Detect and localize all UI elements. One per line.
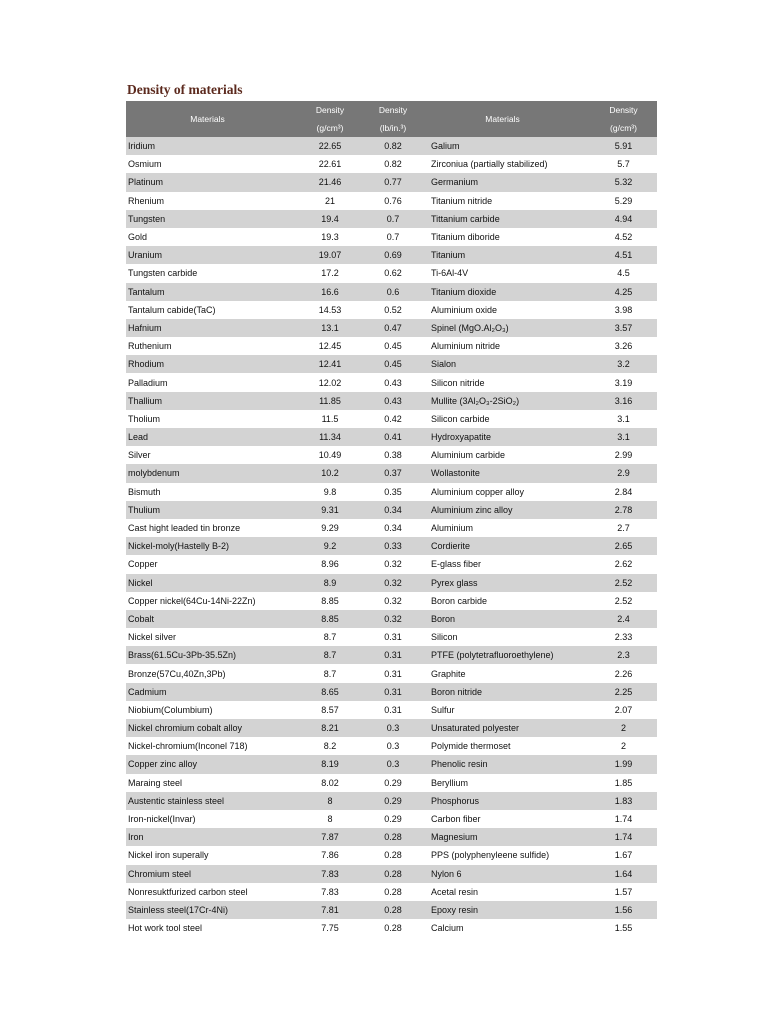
density-gcm3-right: 2 [590,737,657,755]
material-name-right: PPS (polyphenyleene sulfide) [415,846,590,864]
material-name: Cobalt [126,610,289,628]
density-gcm3-right: 2.7 [590,519,657,537]
material-name-right: Titanium nitride [415,192,590,210]
density-lbin3: 0.76 [371,192,415,210]
density-lbin3: 0.41 [371,428,415,446]
table-row [126,264,657,282]
header-materials-right: Materials [415,101,590,137]
density-gcm3-right: 1.56 [590,901,657,919]
density-gcm3-right: 2.9 [590,464,657,482]
density-gcm3: 7.86 [289,846,371,864]
material-name-right: Titanium diboride [415,228,590,246]
table-row [126,355,657,373]
table-row [126,592,657,610]
table-row [126,774,657,792]
density-gcm3-right: 4.52 [590,228,657,246]
table-row [126,337,657,355]
material-name: molybdenum [126,464,289,482]
density-gcm3: 13.1 [289,319,371,337]
material-name-right: Aluminium nitride [415,337,590,355]
density-gcm3: 7.87 [289,828,371,846]
density-gcm3: 11.5 [289,410,371,428]
density-gcm3-right: 2.84 [590,483,657,501]
header-density-lb: Density [371,101,415,119]
density-lbin3: 0.7 [371,228,415,246]
density-gcm3: 8.85 [289,610,371,628]
density-lbin3: 0.31 [371,701,415,719]
table-row [126,464,657,482]
material-name-right: Acetal resin [415,883,590,901]
density-lbin3: 0.62 [371,264,415,282]
material-name: Ruthenium [126,337,289,355]
material-name: Copper [126,555,289,573]
density-gcm3: 7.83 [289,865,371,883]
density-gcm3: 10.49 [289,446,371,464]
density-lbin3: 0.28 [371,828,415,846]
material-name-right: Aluminium carbide [415,446,590,464]
density-lbin3: 0.32 [371,592,415,610]
material-name: Nickel chromium cobalt alloy [126,719,289,737]
material-name: Hot work tool steel [126,919,289,937]
material-name-right: Tittanium carbide [415,210,590,228]
density-gcm3-right: 1.85 [590,774,657,792]
density-gcm3-right: 2.4 [590,610,657,628]
material-name: Bismuth [126,483,289,501]
table-row [126,810,657,828]
density-gcm3-right: 1.83 [590,792,657,810]
density-gcm3-right: 2.99 [590,446,657,464]
material-name-right: Calcium [415,919,590,937]
material-name-right: E-glass fiber [415,555,590,573]
table-row [126,483,657,501]
density-lbin3: 0.47 [371,319,415,337]
density-gcm3: 12.41 [289,355,371,373]
table-row [126,555,657,573]
density-lbin3: 0.28 [371,865,415,883]
material-name-right: Silicon nitride [415,373,590,391]
density-lbin3: 0.35 [371,483,415,501]
material-name-right: PTFE (polytetrafluoroethylene) [415,646,590,664]
density-gcm3-right: 2.52 [590,574,657,592]
density-lbin3: 0.31 [371,683,415,701]
material-name: Iron-nickel(Invar) [126,810,289,828]
material-name: Gold [126,228,289,246]
material-name: Lead [126,428,289,446]
material-name: Platinum [126,173,289,191]
material-name: Palladium [126,373,289,391]
density-lbin3: 0.52 [371,301,415,319]
density-gcm3: 11.34 [289,428,371,446]
density-gcm3: 11.85 [289,392,371,410]
density-gcm3: 8.85 [289,592,371,610]
material-name: Osmium [126,155,289,173]
material-name: Tantalum cabide(TaC) [126,301,289,319]
density-gcm3-right: 1.74 [590,828,657,846]
density-gcm3-right: 3.1 [590,410,657,428]
density-lbin3: 0.45 [371,337,415,355]
material-name: Rhodium [126,355,289,373]
table-row [126,683,657,701]
density-gcm3-right: 2.07 [590,701,657,719]
material-name: Rhenium [126,192,289,210]
density-gcm3: 9.29 [289,519,371,537]
material-name-right: Boron nitride [415,683,590,701]
page-title: Density of materials [127,82,243,97]
material-name: Silver [126,446,289,464]
table-row [126,883,657,901]
table-row [126,446,657,464]
table-row [126,283,657,301]
material-name: Nickel iron superally [126,846,289,864]
density-lbin3: 0.34 [371,501,415,519]
material-name: Niobium(Columbium) [126,701,289,719]
density-lbin3: 0.32 [371,555,415,573]
table-row [126,865,657,883]
density-gcm3: 8.02 [289,774,371,792]
table-row [126,410,657,428]
material-name: Chromium steel [126,865,289,883]
material-name-right: Aluminium copper alloy [415,483,590,501]
material-name: Thallium [126,392,289,410]
table-row [126,628,657,646]
material-name: Thulium [126,501,289,519]
table-row [126,392,657,410]
table-row [126,574,657,592]
density-gcm3: 8.2 [289,737,371,755]
density-gcm3-right: 4.94 [590,210,657,228]
density-gcm3: 8.9 [289,574,371,592]
density-gcm3: 16.6 [289,283,371,301]
density-gcm3-right: 1.64 [590,865,657,883]
density-gcm3-right: 2.78 [590,501,657,519]
density-lbin3: 0.42 [371,410,415,428]
material-name-right: Epoxy resin [415,901,590,919]
density-lbin3: 0.77 [371,173,415,191]
table-row [126,537,657,555]
density-gcm3-right: 5.7 [590,155,657,173]
density-gcm3-right: 1.74 [590,810,657,828]
density-gcm3-right: 3.19 [590,373,657,391]
table-row [126,246,657,264]
header-materials-left: Materials [126,101,289,137]
density-gcm3-right: 3.26 [590,337,657,355]
density-gcm3: 12.45 [289,337,371,355]
material-name-right: Galium [415,137,590,155]
material-name: Hafnium [126,319,289,337]
material-name-right: Ti-6Al-4V [415,264,590,282]
density-lbin3: 0.43 [371,392,415,410]
density-lbin3: 0.3 [371,719,415,737]
density-lbin3: 0.32 [371,610,415,628]
density-gcm3: 10.2 [289,464,371,482]
material-name-right: Mullite (3Al₂O₃-2SiO₂) [415,392,590,410]
material-name-right: Unsaturated polyester [415,719,590,737]
density-gcm3: 19.4 [289,210,371,228]
density-gcm3-right: 3.57 [590,319,657,337]
material-name-right: Aluminium [415,519,590,537]
density-lbin3: 0.69 [371,246,415,264]
material-name-right: Aluminium oxide [415,301,590,319]
density-gcm3-right: 2.25 [590,683,657,701]
density-gcm3-right: 4.25 [590,283,657,301]
density-gcm3-right: 3.2 [590,355,657,373]
density-lbin3: 0.82 [371,155,415,173]
density-lbin3: 0.28 [371,846,415,864]
table-row [126,519,657,537]
table-row [126,228,657,246]
material-name-right: Nylon 6 [415,865,590,883]
material-name-right: Phenolic resin [415,755,590,773]
density-lbin3: 0.3 [371,737,415,755]
density-lbin3: 0.6 [371,283,415,301]
table-row [126,501,657,519]
table-row [126,901,657,919]
density-lbin3: 0.31 [371,646,415,664]
density-lbin3: 0.37 [371,464,415,482]
density-gcm3: 8.7 [289,628,371,646]
density-gcm3: 8.65 [289,683,371,701]
density-gcm3: 19.07 [289,246,371,264]
header-unit-gcm3: (g/cm³) [289,119,371,137]
density-lbin3: 0.31 [371,664,415,682]
density-gcm3-right: 1.67 [590,846,657,864]
table-row [126,210,657,228]
density-gcm3-right: 5.91 [590,137,657,155]
density-gcm3: 8.57 [289,701,371,719]
material-name: Austentic stainless steel [126,792,289,810]
material-name-right: Cordierite [415,537,590,555]
table-header [126,101,657,137]
density-gcm3-right: 4.5 [590,264,657,282]
density-gcm3-right: 2.62 [590,555,657,573]
density-gcm3-right: 5.32 [590,173,657,191]
table-row [126,828,657,846]
density-lbin3: 0.33 [371,537,415,555]
table-row [126,646,657,664]
density-gcm3: 9.31 [289,501,371,519]
table-row [126,737,657,755]
material-name: Cadmium [126,683,289,701]
density-gcm3: 19.3 [289,228,371,246]
table-row [126,373,657,391]
material-name: Maraing steel [126,774,289,792]
material-name: Bronze(57Cu,40Zn,3Pb) [126,664,289,682]
material-name: Tantalum [126,283,289,301]
density-gcm3: 8.7 [289,664,371,682]
material-name-right: Zirconiua (partially stabilized) [415,155,590,173]
material-name: Tungsten [126,210,289,228]
density-gcm3: 22.65 [289,137,371,155]
table-row [126,919,657,937]
density-gcm3-right: 3.1 [590,428,657,446]
density-lbin3: 0.31 [371,628,415,646]
density-gcm3: 17.2 [289,264,371,282]
material-name: Tholium [126,410,289,428]
material-name: Uranium [126,246,289,264]
density-gcm3-right: 2.52 [590,592,657,610]
table-row [126,428,657,446]
density-gcm3-right: 2.3 [590,646,657,664]
material-name: Brass(61.5Cu-3Pb-35.5Zn) [126,646,289,664]
material-name-right: Sialon [415,355,590,373]
table-body [126,137,657,937]
density-gcm3-right: 2.33 [590,628,657,646]
header-density-g: Density [289,101,371,119]
density-lbin3: 0.28 [371,901,415,919]
material-name-right: Wollastonite [415,464,590,482]
material-name-right: Aluminium zinc alloy [415,501,590,519]
density-gcm3-right: 1.55 [590,919,657,937]
header-unit-lbin3: (lb/in.³) [371,119,415,137]
header-density-g-right: Density [590,101,657,119]
density-gcm3-right: 5.29 [590,192,657,210]
density-lbin3: 0.3 [371,755,415,773]
density-gcm3: 8.96 [289,555,371,573]
density-lbin3: 0.45 [371,355,415,373]
table-row [126,846,657,864]
material-name: Nickel silver [126,628,289,646]
density-gcm3-right: 3.98 [590,301,657,319]
density-gcm3-right: 1.99 [590,755,657,773]
table-row [126,192,657,210]
density-gcm3: 8 [289,810,371,828]
material-name-right: Polymide thermoset [415,737,590,755]
density-gcm3: 9.8 [289,483,371,501]
density-gcm3: 21 [289,192,371,210]
material-name: Nickel-chromium(Inconel 718) [126,737,289,755]
density-gcm3-right: 3.16 [590,392,657,410]
density-lbin3: 0.29 [371,810,415,828]
density-lbin3: 0.38 [371,446,415,464]
density-gcm3: 7.75 [289,919,371,937]
density-gcm3-right: 4.51 [590,246,657,264]
table-row [126,319,657,337]
material-name-right: Boron [415,610,590,628]
density-lbin3: 0.34 [371,519,415,537]
density-lbin3: 0.43 [371,373,415,391]
density-gcm3: 22.61 [289,155,371,173]
density-gcm3: 21.46 [289,173,371,191]
material-name: Nickel [126,574,289,592]
material-name-right: Carbon fiber [415,810,590,828]
density-gcm3: 8.7 [289,646,371,664]
table-row [126,610,657,628]
density-lbin3: 0.32 [371,574,415,592]
density-lbin3: 0.28 [371,883,415,901]
density-gcm3: 9.2 [289,537,371,555]
material-name: Iron [126,828,289,846]
material-name-right: Sulfur [415,701,590,719]
material-name: Nonresuktfurized carbon steel [126,883,289,901]
material-name-right: Magnesium [415,828,590,846]
header-unit-gcm3-right: (g/cm³) [590,119,657,137]
density-gcm3-right: 1.57 [590,883,657,901]
material-name-right: Titanium [415,246,590,264]
density-table [126,101,657,937]
material-name-right: Spinel (MgO.Al₂O₃) [415,319,590,337]
density-gcm3: 7.83 [289,883,371,901]
density-gcm3: 12.02 [289,373,371,391]
table-row [126,137,657,155]
density-lbin3: 0.29 [371,792,415,810]
density-lbin3: 0.82 [371,137,415,155]
density-gcm3-right: 2.65 [590,537,657,555]
table-row [126,301,657,319]
material-name-right: Graphite [415,664,590,682]
material-name-right: Germanium [415,173,590,191]
density-gcm3: 8.19 [289,755,371,773]
material-name: Nickel-moly(Hastelly B-2) [126,537,289,555]
density-gcm3: 7.81 [289,901,371,919]
density-lbin3: 0.28 [371,919,415,937]
table-row [126,792,657,810]
material-name-right: Titanium dioxide [415,283,590,301]
table-row [126,664,657,682]
table-row [126,155,657,173]
material-name-right: Silicon carbide [415,410,590,428]
material-name: Tungsten carbide [126,264,289,282]
table-row [126,173,657,191]
density-gcm3: 8 [289,792,371,810]
table-row [126,755,657,773]
density-gcm3: 14.53 [289,301,371,319]
density-gcm3-right: 2 [590,719,657,737]
material-name-right: Hydroxyapatite [415,428,590,446]
density-gcm3: 8.21 [289,719,371,737]
density-gcm3-right: 2.26 [590,664,657,682]
density-lbin3: 0.29 [371,774,415,792]
table-row [126,719,657,737]
density-lbin3: 0.7 [371,210,415,228]
material-name-right: Pyrex glass [415,574,590,592]
table-row [126,701,657,719]
material-name-right: Boron carbide [415,592,590,610]
material-name-right: Silicon [415,628,590,646]
material-name-right: Beryllium [415,774,590,792]
material-name: Cast hight leaded tin bronze [126,519,289,537]
material-name: Copper nickel(64Cu-14Ni-22Zn) [126,592,289,610]
material-name: Copper zinc alloy [126,755,289,773]
material-name: Iridium [126,137,289,155]
material-name: Stainless steel(17Cr-4Ni) [126,901,289,919]
material-name-right: Phosphorus [415,792,590,810]
